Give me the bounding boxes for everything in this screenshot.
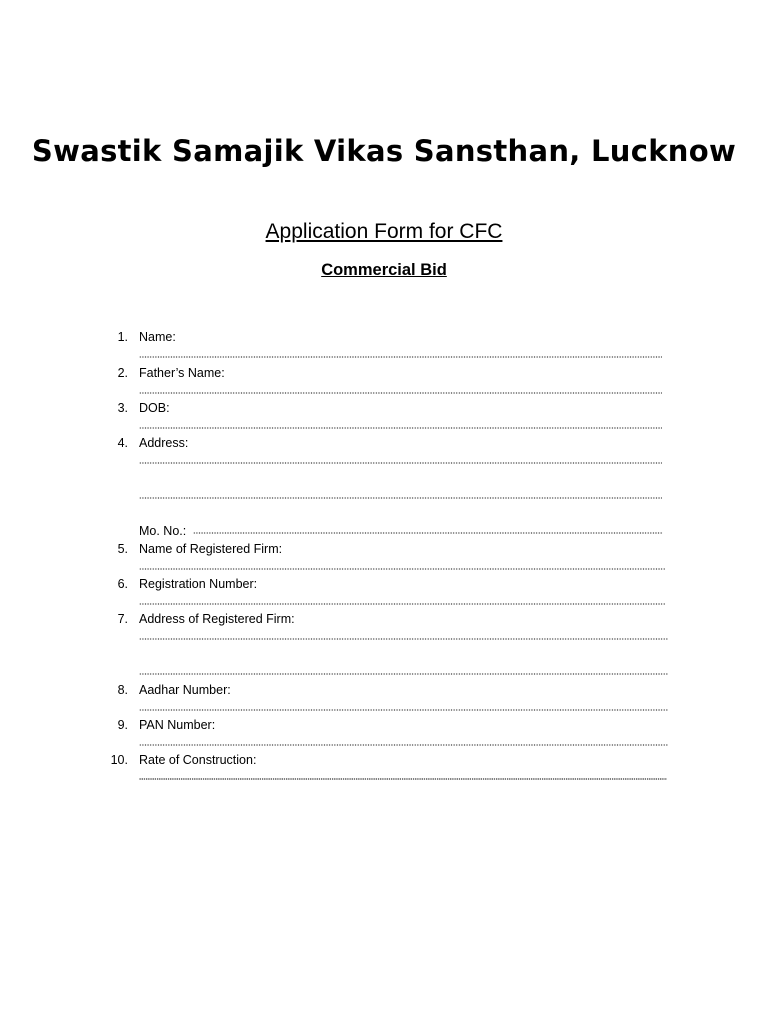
- field-number: 6.: [117, 577, 128, 591]
- field-label-address: Address:: [139, 436, 189, 450]
- field-label-registration-number: Registration Number:: [139, 577, 258, 591]
- address-blank-line-2[interactable]: [139, 497, 662, 499]
- field-number: 2.: [117, 366, 128, 380]
- field-number: 1.: [117, 330, 128, 344]
- organization-title: Swastik Samajik Vikas Sansthan, Lucknow: [31, 134, 737, 168]
- field-label-pan-number: PAN Number:: [139, 718, 216, 732]
- aadhar-number-blank-line[interactable]: [139, 709, 668, 711]
- field-number: 5.: [117, 542, 128, 556]
- fathers-name-blank-line[interactable]: [139, 392, 662, 394]
- field-label-firm-address: Address of Registered Firm:: [139, 612, 295, 626]
- field-label-aadhar-number: Aadhar Number:: [139, 683, 231, 697]
- dob-blank-line[interactable]: [139, 427, 662, 429]
- field-number: 3.: [117, 401, 128, 415]
- name-blank-line[interactable]: [139, 356, 662, 358]
- field-label-rate-of-construction: Rate of Construction:: [139, 753, 257, 767]
- firm-address-blank-line-2[interactable]: [139, 673, 668, 675]
- field-number: 9.: [117, 718, 128, 732]
- field-number: 8.: [117, 683, 128, 697]
- field-number: 10.: [110, 753, 128, 767]
- firm-address-blank-line-1[interactable]: [139, 638, 668, 640]
- field-label-firm-name: Name of Registered Firm:: [139, 542, 283, 556]
- registration-number-blank-line[interactable]: [139, 603, 665, 605]
- field-label-name: Name:: [139, 330, 176, 344]
- address-blank-line-1[interactable]: [139, 462, 662, 464]
- rate-of-construction-blank-line[interactable]: [139, 778, 667, 780]
- field-number: 4.: [117, 436, 128, 450]
- field-label-dob: DOB:: [139, 401, 170, 415]
- form-title: Application Form for CFC: [265, 220, 503, 243]
- field-label-fathers-name: Father’s Name:: [139, 366, 225, 380]
- bid-type-title: Commercial Bid: [321, 261, 447, 279]
- field-number: 7.: [117, 612, 128, 626]
- mobile-number-blank-line[interactable]: [193, 532, 663, 534]
- firm-name-blank-line[interactable]: [139, 568, 665, 570]
- field-label-mobile-number: Mo. No.:: [139, 524, 187, 538]
- pan-number-blank-line[interactable]: [139, 744, 668, 746]
